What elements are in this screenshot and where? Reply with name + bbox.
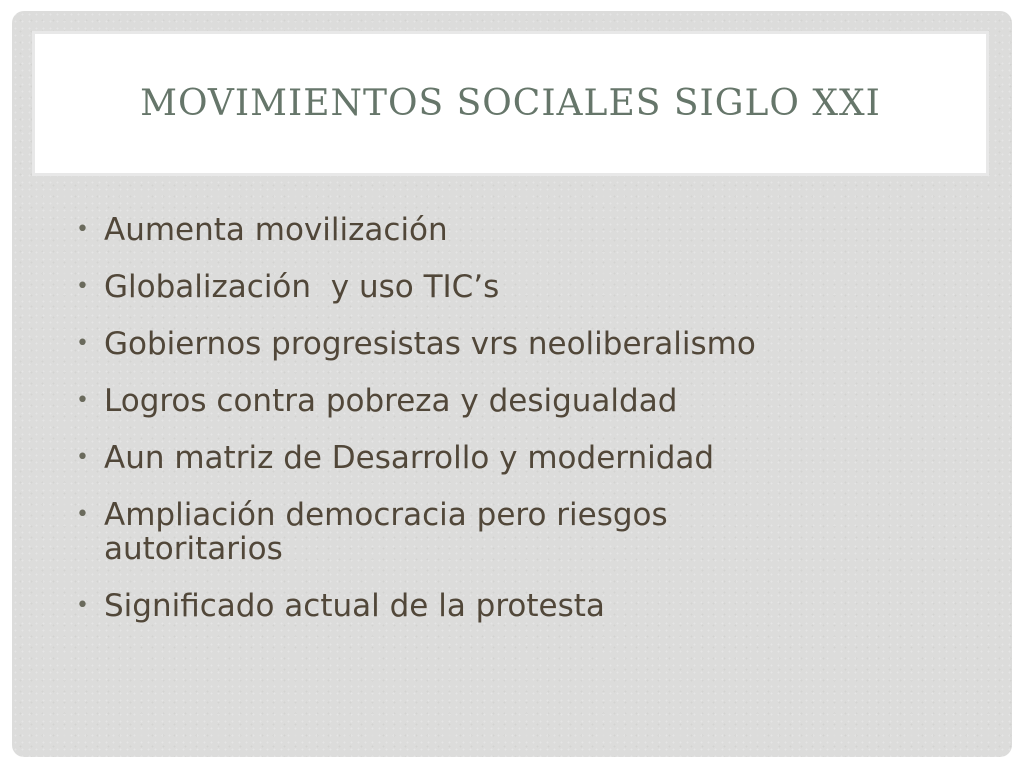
- slide-title: MOVIMIENTOS SOCIALES SIGLO XXI: [140, 83, 881, 124]
- bullet-text: Ampliación democracia pero riesgos autoritarios: [104, 497, 668, 567]
- bullet-text: Aumenta movilización: [104, 212, 448, 248]
- bullet-item: [74, 441, 934, 475]
- bullet-item: [74, 213, 934, 247]
- bullet-item: [74, 589, 934, 623]
- bullet-text: Significado actual de la protesta: [104, 588, 605, 624]
- bullet-item: [74, 384, 934, 418]
- bullet-text: Globalización y uso TIC’s: [104, 269, 500, 305]
- bullet-dot-icon: •: [76, 502, 89, 527]
- bullet-item: [74, 327, 934, 361]
- bullet-dot-icon: •: [76, 445, 89, 470]
- bullet-dot-icon: •: [76, 593, 89, 618]
- bullet-dot-icon: •: [76, 274, 89, 299]
- bullet-dot-icon: •: [76, 331, 89, 356]
- bullet-text: Gobiernos progresistas vrs neoliberalismo: [104, 326, 756, 362]
- slide: [12, 11, 1012, 757]
- bullet-item: [74, 270, 934, 304]
- bullet-dot-icon: •: [76, 217, 89, 242]
- bullet-dot-icon: •: [76, 388, 89, 413]
- bullet-list: [74, 213, 934, 646]
- bullet-text: Logros contra pobreza y desigualdad: [104, 383, 678, 419]
- title-box: [32, 31, 989, 176]
- bullet-item: [74, 498, 844, 566]
- bullet-text: Aun matriz de Desarrollo y modernidad: [104, 440, 715, 476]
